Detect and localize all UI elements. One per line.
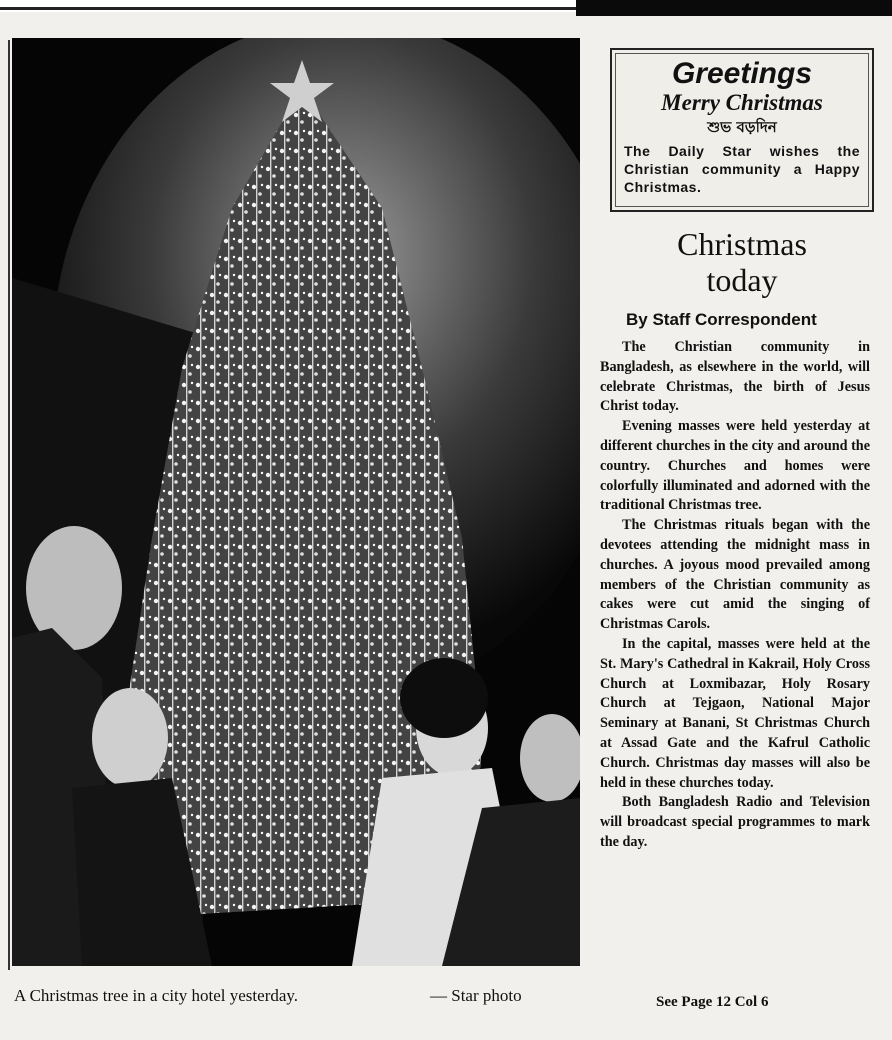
greetings-box (610, 48, 874, 212)
photo-caption: A Christmas tree in a city hotel yesterday. (14, 986, 299, 1005)
greetings-subtitle: Merry Christmas (661, 90, 823, 115)
greetings-title: Greetings (671, 57, 813, 90)
article-paragraph: Both Bangladesh Radio and Television will broadcast special programmes to mark the day. (600, 794, 870, 850)
article-paragraph: The Christmas rituals began with the devotees attending the midnight mass in churches. A joyous mood prevailed among members of the Christian community as cakes were cut amid the singing of Christmas Carols. (600, 517, 870, 633)
continued-reference[interactable]: See Page 12 Col 6 (656, 994, 769, 1010)
article-headline (608, 226, 876, 298)
article-paragraph: In the capital, masses were held at the St. Mary's Cathedral in Kakrail, Holy Cross Church at Loxmibazar, Holy Rosary Church at Tejgaon, National Major Seminary at Banani, St Christmas Church at Assad Gate and the Kafrul Catholic Church. Christmas day masses will also be held in these churches today. (600, 635, 870, 791)
photo-illustration (12, 38, 580, 966)
greetings-wish: The Daily Star wishes the Christian community a Happy Christmas. (624, 143, 860, 195)
article-paragraph: The Christian community in Bangladesh, as elsewhere in the world, will celebrate Christmas, the birth of Jesus Christ today. (600, 339, 870, 415)
top-rule (0, 7, 576, 10)
top-dark-bar (576, 0, 892, 16)
headline-line-1: Christmas (677, 226, 807, 262)
page-top-border (0, 0, 892, 12)
photo-credit: — Star photo (430, 986, 522, 1005)
greetings-bengali: শুভ বড়দিন (707, 118, 777, 136)
article-paragraph: Evening masses were held yesterday at different churches in the city and around the country. Churches and homes were colorfully illuminated and adorned with the traditional Christmas tree. (600, 418, 870, 514)
left-column-rule (8, 40, 10, 970)
article-body (600, 338, 870, 853)
christmas-tree-photo (12, 38, 580, 966)
headline-line-2: today (706, 262, 778, 298)
article-byline: By Staff Correspondent (626, 310, 817, 329)
